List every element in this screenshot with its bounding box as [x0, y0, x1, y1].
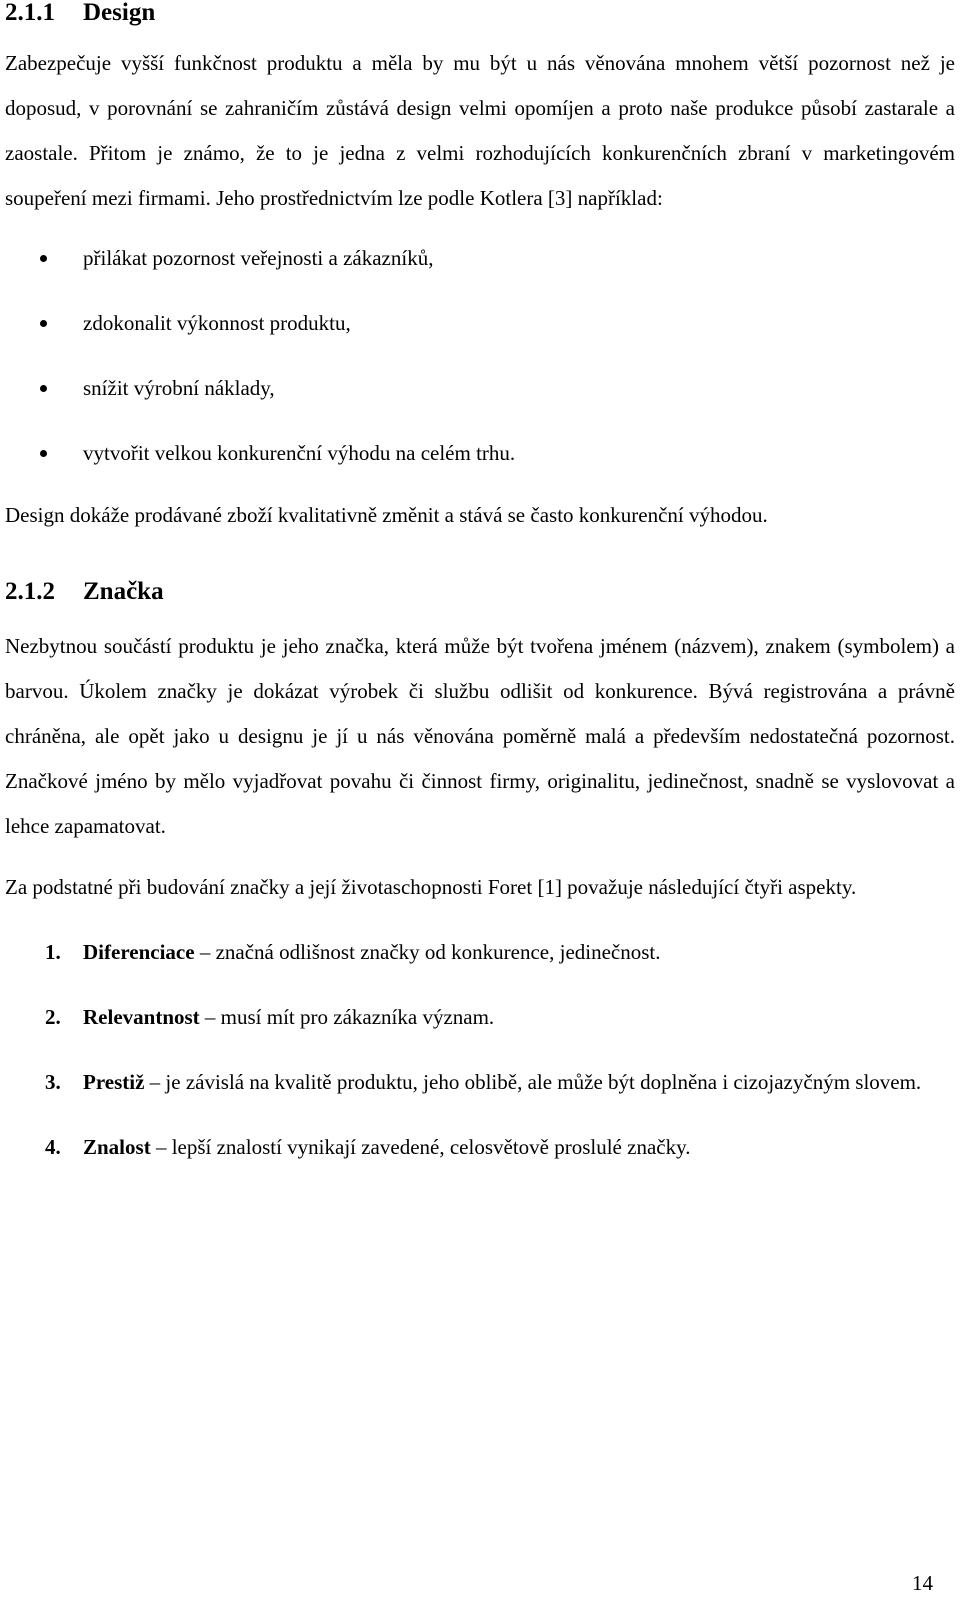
item-text: – lepší znalostí vynikají zavedené, celosvětově proslulé značky. [150, 1135, 691, 1159]
design-closing-paragraph: Design dokáže prodávané zboží kvalitativně změnit a stává se často konkurenční výhodou. [5, 503, 768, 527]
item-number: 4. [45, 1135, 61, 1159]
list-item: přilákat pozornost veřejnosti a zákazníků, [5, 243, 955, 273]
list-item: vytvořit velkou konkurenční výhodu na celém trhu. [5, 438, 955, 468]
bullet-icon [40, 385, 47, 392]
list-item [5, 1125, 955, 1170]
item-number: 3. [45, 1070, 61, 1094]
item-text: – musí mít pro zákazníka význam. [199, 1005, 495, 1029]
list-item: zdokonalit výkonnost produktu, [5, 308, 955, 338]
item-number: 2. [45, 1005, 61, 1029]
page-number: 14 [912, 1571, 933, 1595]
item-term: Diferenciace [83, 940, 195, 964]
brand-aspects-list [5, 930, 955, 1170]
item-text: – značná odlišnost značky od konkurence, jedinečnost. [194, 940, 661, 964]
document-page [5, 0, 955, 1170]
bullet-icon [40, 255, 47, 262]
section-heading-znacka [5, 578, 955, 606]
section-number: 2.1.1 [5, 0, 55, 26]
list-item: snížit výrobní náklady, [5, 373, 955, 403]
item-term: Relevantnost [83, 1005, 200, 1029]
item-term: Znalost [83, 1135, 151, 1159]
bullet-icon [40, 450, 47, 457]
section-number: 2.1.2 [5, 578, 55, 605]
znacka-aspects-intro: Za podstatné při budování značky a její životaschopnosti Foret [1] považuje následující čtyři aspekty. [5, 875, 857, 899]
list-item [5, 930, 955, 975]
design-benefits-list [5, 243, 955, 468]
section-title: Značka [83, 578, 164, 605]
list-item [5, 995, 955, 1040]
section-title: Design [83, 0, 156, 26]
znacka-paragraph: Nezbytnou součástí produktu je jeho značka, která může být tvořena jménem (názvem), znakem (symbolem) a barvou. Úkolem značky je dokázat výrobek či službu odlišit od konkurence. Bývá registrována a právně chráněna, ale opět jako u designu je jí u nás věnována poměrně malá a především nedostatečná pozornost. Značkové jméno by mělo vyjadřovat povahu či činnost firmy, originalitu, jedinečnost, snadně se vyslovovat a lehce zapamatovat. [5, 634, 955, 838]
bullet-icon [40, 320, 47, 327]
list-item [5, 1060, 955, 1105]
item-term: Prestiž [83, 1070, 145, 1094]
item-number: 1. [45, 940, 61, 964]
design-intro-paragraph: Zabezpečuje vyšší funkčnost produktu a měla by mu být u nás věnována mnohem větší pozornost než je doposud, v porovnání se zahraničím zůstává design velmi opomíjen a proto naše produkce působí zastarale a zaostale. Přitom je známo, že to je jedna z velmi rozhodujících konkurenčních zbraní v marketingovém soupeření mezi firmami. Jeho prostřednictvím lze podle Kotlera [3] například: [5, 51, 955, 210]
section-heading-design [5, 0, 955, 27]
item-text: – je závislá na kvalitě produktu, jeho oblibě, ale může být doplněna i cizojazyčným slovem. [144, 1070, 922, 1094]
